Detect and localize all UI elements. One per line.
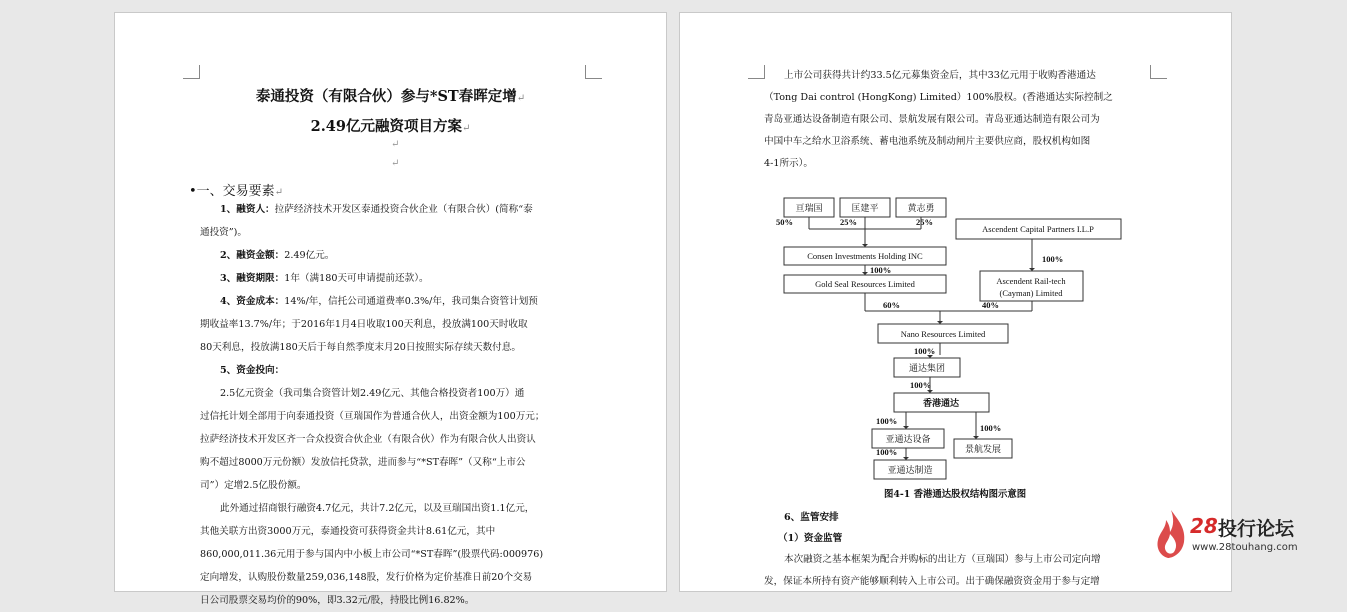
body-line: （Tong Dai control (HongKong) Limited）100%股权。(香港通达实际控制之 [764,92,1113,103]
section-heading-6: 6、监管安排 [784,512,839,523]
body-text: 司”）定增2.5亿股份额。 [200,480,307,491]
figure-caption: 图4-1 香港通达股权结构图示意图 [884,489,1027,500]
label-shareholder-3: 黄志勇 [907,203,935,213]
body-text: 定向增发，认购股份数量259,036,148股，发行价格为定价基准日前20个交易 [200,572,533,583]
field-label: 1、融资人： [220,204,275,215]
body-text: 拉萨经济技术开发区泰通投资合伙企业（有限合伙）(简称“泰 [274,204,533,215]
body-text: 期收益率13.7%/年；于2016年1月4日收取100天利息，投放满100天时收取 [200,319,528,330]
body-text: 14%/年，信托公司通道费率0.3%/年，我司集合资管计划预 [284,296,538,307]
label-consen: Consen Investments Holding INC [807,251,923,261]
pct-label: 100% [914,346,936,356]
label-jinghang: 景航发展 [964,444,1002,454]
crop-mark [585,65,602,79]
field-label: 3、融资期限： [220,273,285,284]
label-ascendent-capital: Ascendent Capital Partners I.L.P [982,224,1094,234]
body-line [220,198,533,221]
section-heading-1: •一、交易要素↵ [189,184,284,199]
body-line [200,428,536,451]
body-text: 80天利息，投放满180天后于每自然季度末月20日按照实际存续天数付息。 [200,342,521,353]
paragraph-mark: ↵ [391,158,400,169]
body-line [200,520,495,543]
doc-title-line2: 2.49亿元融资项目方案↵ [310,118,471,135]
pct-label: 60% [883,300,900,310]
label-yatd-equip: 亚通达设备 [885,434,931,444]
body-line: 本次融资之基本框架为配合并购标的出让方（亘瑞国）参与上市公司定向增 [784,554,1101,565]
body-line [200,336,521,359]
document-page-1 [114,12,667,606]
body-line [200,405,545,428]
ownership-structure-diagram [770,193,1130,483]
document-page-2 [679,12,1232,592]
body-line: 中国中车之给水卫浴系统、蓄电池系统及制动闸片主要供应商，股权机构如图 [764,136,1091,147]
label-nano: Nano Resources Limited [900,329,986,339]
pct-label: 100% [870,265,892,275]
body-text: 其他关联方出资3000万元，泰通投资可获得资金共计8.61亿元，其中 [200,526,496,537]
body-text: 2.49亿元。 [284,250,335,261]
body-text: 1年（满180天可申请提前还款）。 [284,273,429,284]
label-shareholder-2: 匡建平 [851,203,879,213]
body-line [200,221,247,244]
label-gold-seal: Gold Seal Resources Limited [815,279,915,289]
body-text: 860,000,011.36元用于参与国内中小板上市公司“*ST春晖”(股票代码:000976) [200,549,544,560]
body-text: 购不超过8000万元份额）发放信托贷款，进而参与“*ST春晖”（又称“上市公 [200,457,526,468]
body-text: 日公司股票交易均价的90%，即3.32元/股，持股比例16.82%。 [200,595,475,606]
label-hk: 香港通达 [922,398,960,408]
pct-label: 100% [910,380,932,390]
flame-logo-icon [1154,508,1188,560]
body-line [200,474,307,497]
body-line [200,589,474,612]
body-line [200,566,532,589]
field-label: 4、资金成本： [220,296,285,307]
pct-label: 40% [982,300,999,310]
paragraph-mark: ↵ [391,139,400,150]
body-line [220,382,524,405]
pct-label: 25% [916,217,933,227]
body-text: 过信托计划全部用于向泰通投资（亘瑞国作为普通合伙人，出资金额为100万元； [200,411,545,422]
label-shareholder-1: 亘瑞国 [795,203,823,213]
crop-mark [748,65,765,79]
body-line [220,497,534,520]
site-watermark [1148,506,1318,566]
body-line [200,313,528,336]
crop-mark [183,65,200,79]
body-line [220,267,429,290]
body-line: 4-1所示）。 [764,158,814,169]
body-line [200,451,526,474]
watermark-name: 投行论坛 [1218,518,1295,540]
body-line [220,290,538,313]
pct-label: 50% [776,217,793,227]
watermark-number: 28 [1190,514,1218,538]
field-label: 2、融资金额： [220,250,285,261]
body-line: 上市公司获得共计约33.5亿元募集资金后，其中33亿元用于收购香港通达 [784,70,1096,81]
label-rail-tech-1: Ascendent Rail-tech [996,276,1066,286]
body-text: 拉萨经济技术开发区齐一合众投资合伙企业（有限合伙）作为有限合伙人出资认 [200,434,536,445]
subheading-fund-supervision: （1）资金监管 [778,533,843,544]
label-group: 通达集团 [908,363,946,373]
pct-label: 100% [876,416,898,426]
doc-title-line1: 泰通投资（有限合伙）参与*ST春晖定增↵ [255,88,526,105]
crop-mark [1150,65,1167,79]
body-text: 通投资”)。 [200,227,248,238]
field-label: 5、资金投向： [220,365,285,376]
watermark-url: www.28touhang.com [1192,542,1298,553]
body-text: 此外通过招商银行融资4.7亿元，共计7.2亿元，以及亘瑞国出资1.1亿元， [220,503,535,514]
label-rail-tech-2: (Cayman) Limited [999,288,1063,298]
body-text: 2.5亿元资金（我司集合资管计划2.49亿元、其他合格投资者100万）通 [220,388,525,399]
body-line: 发，保证本所持有资产能够顺利转入上市公司。出于确保融资资金用于参与定增 [764,576,1100,587]
body-line [220,359,284,382]
pct-label: 100% [1042,254,1064,264]
pct-label: 100% [876,447,898,457]
body-line: 青岛亚通达设备制造有限公司、景航发展有限公司。青岛亚通达制造有限公司为 [764,114,1100,125]
label-yatd-mfg: 亚通达制造 [887,465,933,475]
pct-label: 25% [840,217,857,227]
body-line [220,244,334,267]
body-line [200,543,543,566]
pct-label: 100% [980,423,1002,433]
